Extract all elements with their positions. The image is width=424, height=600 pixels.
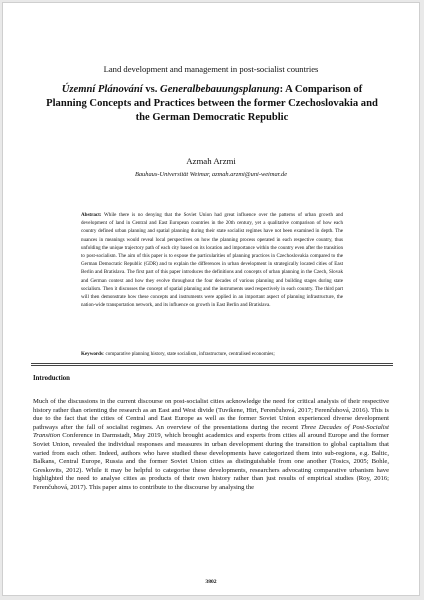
running-head: Land development and management in post-socialist countries: [103, 64, 319, 74]
paper-title: [43, 83, 381, 126]
abstract-text: While there is no denying that the Soviet Union had great influence over the patterns of urban growth and development of land in Central and East European countries in the 20th century, yet a qualitative comparison of how each country defined urban planning and spatial planning during their state socialist regimes have not been examined in depth. The nuances in meanings would reveal local perspectives on how the planning process operated in each respective country, thus unfolding the unique trajectory path of each city based on its location and importance within the country even after the transition to post-socialism. The aim of this paper is to expose the particularities of planning practices in Czechoslovakia compared to the German Democratic Republic (GDR) and to explain the differences in urban development in strategically located cities of East Berlin and Bratislava. The first part of this paper introduces the definitions and concepts of urban planning in the Czech, Slovak and German context and how they evolve throughout the four decades of various planning and building stages during state socialism. Then it discusses the concept of spatial planning and the instruments used respectively in each country. The third part will then demonstrate how these concepts and instruments were applied in an important aspect of planning infrastructure, the nation-wide transportation network, and its influence on growth in East Berlin and Bratislava.: [81, 212, 343, 309]
keywords-text: : comparative planning history, state socialism, infrastructure, centralised economies;: [102, 351, 275, 357]
author-affiliation: Bauhaus-Universität Weimar, azmah.arzmi@uni-weimar.de: [134, 171, 288, 178]
title-rest: : A Comparison of Planning Concepts and Practices between the former Czechoslovakia and the German Democratic Republic: [46, 84, 378, 124]
abstract-label: Abstract:: [81, 212, 102, 218]
body-text-a: Much of the discussions in the current discourse on post-socialist cities acknowledge the need for critical analysis of their respective history rather than orienting the research as an East and West divide (Tuvikene, Hirt, Ferenčuhová, 2017; Ferenčuhová, 2016). This is due to the fact that the cities of Central and East Europe as well as the former Soviet Union experienced diverse development pathways after the fall of socialist regimes. An overview of the presentations during the recent: [33, 398, 389, 431]
keywords-label: Keywords: [81, 351, 103, 357]
keywords: [81, 351, 343, 358]
body-paragraph: [33, 398, 389, 493]
abstract: [81, 211, 343, 309]
divider-rule: [31, 363, 393, 364]
body-text-italic: Three Decades of Post-Socialist Transition: [33, 423, 389, 440]
section-heading: Introduction: [33, 375, 70, 382]
author-name: Azmah Arzmi: [186, 156, 236, 166]
paper-page: [2, 2, 420, 596]
title-vs: vs.: [142, 84, 161, 95]
page-number: 3802: [205, 579, 217, 585]
title-part1: Územní Plánování: [61, 84, 143, 95]
body-text-b: Conference in Darmstadt, May 2019, which brought academics and experts from cities all around Europe and the former Soviet Union, revealed the individual responses and measures in urban development during the transition to global capitalism that varied from each other. Indeed, authors who have studied these developments have categorized them into sub-regions, e.g. Baltic, Balkans, Central Europe, Russia and the former Soviet Union cities as distinguishable from one another (Tosics, 2005; Bohle, Greskovits, 2012). While it may be helpful to categorise these developments, researchers advocating comparative urbanism have highlighted the need to analyse cities as products of their own history rather than just results of empirical studies (Roy, 2016; Ferenčuhová, 2017). This paper aims to contribute to the discourse by analysing the: [33, 432, 389, 491]
title-part2: Generalbebauungsplanung: [160, 84, 280, 95]
divider-rule: [31, 365, 393, 366]
